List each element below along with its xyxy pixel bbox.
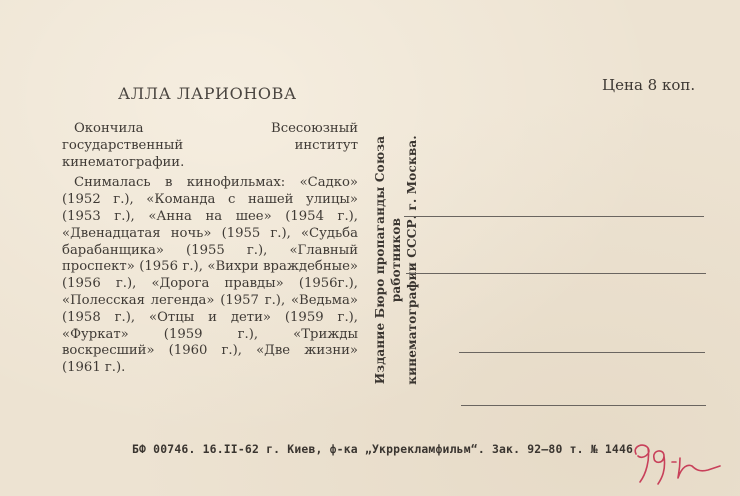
handwritten-signature — [628, 436, 728, 488]
filmography-text: Снималась в кинофильмах: «Садко» (1952 г.), «Команда с нашей улицы» (1953 г.), «Анна на шее» (1954 г.), «Двенадцатая ночь» (1955 г.), «Судьба барабанщика» (1955 г.), «Главный проспект» (1956 г.), «Вихри враждебные» (1956 г.), «Дорога правды» (1956г.), «Полесская легенда» (1957 г.), «Ведьма» (1958 г.), «Отцы и дети» (1959 г.), «Фуркат» (1959 г.), «Трижды воскресший» (1960 г.), «Две жизни» (1961 г.). — [62, 175, 358, 376]
address-line-4 — [461, 405, 706, 406]
publisher-vertical-text — [372, 125, 419, 395]
education-text: Окончила Всесоюзный государственный институт кинематографии. — [62, 121, 358, 170]
address-line-2 — [406, 273, 706, 274]
address-line-3 — [459, 352, 705, 353]
print-imprint: БФ 00746. 16.II-62 г. Киев, ф-ка „Укррекламфильм“. Зак. 92—80 т. № 1446 — [132, 442, 634, 456]
publisher-line-1: Издание Бюро пропаганды Союза работников — [373, 135, 403, 385]
price-label: Цена 8 коп. — [602, 76, 696, 94]
biography — [62, 121, 358, 377]
publisher-line-2: кинематографии СССР. г. Москва. — [405, 135, 419, 385]
address-line-1 — [404, 216, 704, 217]
actress-name: АЛЛА ЛАРИОНОВА — [118, 84, 297, 103]
